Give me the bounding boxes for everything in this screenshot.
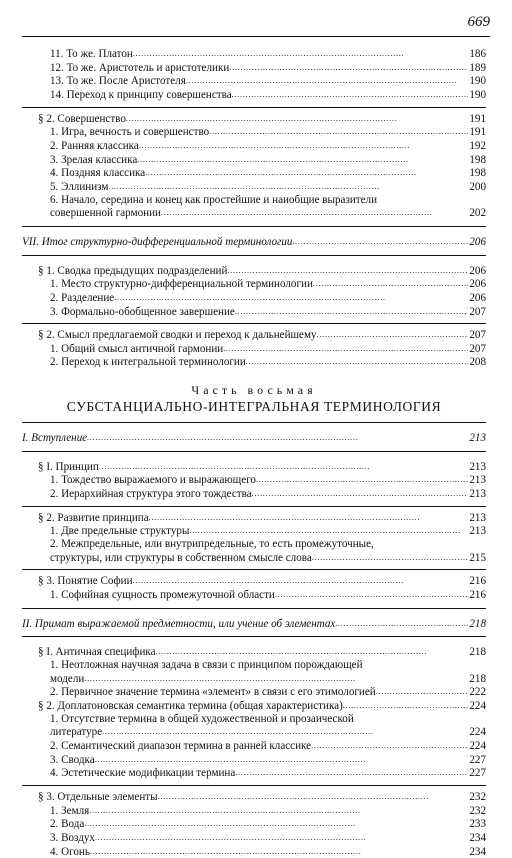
toc-entry [22, 574, 486, 588]
dot-leader [133, 47, 469, 61]
dot-leader [114, 291, 468, 305]
dot-leader [84, 817, 468, 831]
toc-entry-label: 1. Тождество выражаемого и выражающего [50, 474, 256, 487]
dot-leader [95, 753, 469, 767]
toc-entry [22, 305, 486, 319]
divider [22, 451, 486, 452]
divider [22, 785, 486, 786]
toc-entry-page: 216 [469, 589, 486, 602]
toc-entry [22, 61, 486, 75]
toc-entry-page: 190 [469, 75, 486, 88]
divider [22, 323, 486, 324]
toc-entry-page: 191 [469, 126, 486, 139]
part-title: СУБСТАНЦИАЛЬНО-ИНТЕГРАЛЬНАЯ ТЕРМИНОЛОГИЯ [66, 399, 442, 415]
toc-entry-label: § 2. Смысл предлагаемой сводки и переход к дальнейшему [38, 329, 317, 342]
toc-entry-page: 190 [469, 88, 486, 101]
toc-entry-page: 216 [469, 575, 486, 588]
chapter-entry: I. Вступление . . . 213 [22, 431, 486, 445]
dot-leader [235, 305, 469, 319]
toc-entry-label: 3. Зрелая классика [50, 153, 138, 166]
toc-entry-label: 14. Переход к принципу совершенства [50, 88, 232, 101]
toc-entry-line: 2. Межпредельные, или внутрипредельные, то есть промежуточные, [50, 538, 374, 551]
dot-leader [317, 328, 469, 342]
toc-block [22, 264, 486, 319]
toc-entry-page: 207 [469, 305, 486, 318]
toc-entry-label: § 1. Сводка предыдущих подразделений [38, 264, 228, 277]
toc-entry [22, 342, 486, 356]
toc-entry [22, 524, 486, 538]
toc-entry-page: 218 [469, 646, 486, 659]
toc-entry-page: 206 [469, 278, 486, 291]
toc-entry-page: 234 [469, 831, 486, 844]
dot-leader [313, 277, 468, 291]
toc-entry [22, 460, 486, 474]
part-heading [22, 383, 486, 416]
toc-entry-page: 207 [469, 329, 486, 342]
dot-leader [186, 74, 469, 88]
toc-entry-page: 232 [469, 790, 486, 803]
dot-leader [229, 61, 468, 75]
toc-entry [22, 112, 486, 126]
toc-entry [22, 817, 486, 831]
dot-leader [89, 804, 468, 818]
toc-entry-wrapped: 1. Неотложная научная задача в связи с принципом порождающей модели . . . 218 [22, 659, 486, 685]
toc-entry-page: 233 [469, 818, 486, 831]
dot-leader [209, 125, 468, 139]
dot-leader [139, 139, 469, 153]
toc-block [22, 790, 486, 858]
toc-entry [22, 685, 486, 699]
toc-entry-label: 12. То же. Аристотель и аристотелики [50, 61, 230, 74]
divider [22, 226, 486, 227]
toc-entry [22, 804, 486, 818]
toc-entry-page: 213 [469, 460, 486, 473]
toc-entry-label: 2. Семантический диапазон термина в ранней классике [50, 739, 312, 752]
toc-entry-label: § I. Принцип [38, 460, 99, 473]
toc-entry [22, 699, 486, 713]
toc-entry-label: 2. Разделение [50, 291, 115, 304]
toc-entry-page: 213 [469, 511, 486, 524]
toc-block [22, 460, 486, 501]
toc-entry-page: 198 [469, 167, 486, 180]
dot-leader [95, 831, 468, 845]
toc-entry [22, 845, 486, 858]
toc-entry-page: 207 [469, 342, 486, 355]
toc-entry [22, 831, 486, 845]
toc-entry-label: 11. То же. Платон [50, 48, 133, 60]
chapter-entry: II. Примат выражаемой предметности, или учение об элементах . . . 218 [22, 617, 486, 631]
toc-block [22, 511, 486, 538]
toc-entry-label: 1. Место структурно-дифференциальной терминологии [50, 278, 313, 291]
dot-leader [108, 180, 468, 194]
toc-entry [22, 645, 486, 659]
toc-entry [22, 47, 486, 61]
toc-entry-page: 224 [469, 699, 486, 712]
dot-leader [256, 473, 468, 487]
toc-entry [22, 180, 486, 194]
toc-entry-label: 1. Софийная сущность промежуточной области [50, 589, 275, 602]
toc-entry-label: § 3. Понятие Софии [38, 575, 133, 588]
toc-entry-page: 206 [469, 291, 486, 304]
divider [22, 506, 486, 507]
toc-entry [22, 790, 486, 804]
table-of-contents [22, 47, 486, 858]
toc-entry [22, 125, 486, 139]
toc-entry-label: 1. Земля [50, 804, 90, 817]
page-number: 669 [467, 14, 490, 30]
divider [22, 608, 486, 609]
toc-entry-page: 222 [469, 686, 486, 699]
toc-entry-label: § 2. Доплатоновская семантика термина (общая характеристика) [38, 699, 343, 712]
chapter-entry: VII. Итог структурно-дифференциальной терминологии . . . 206 [22, 235, 486, 249]
toc-entry-label: 4. Поздняя классика [50, 167, 146, 180]
toc-entry-line: 6. Начало, середина и конец как простейшие и наиобщие выразители [50, 193, 378, 206]
dot-leader [376, 685, 469, 699]
toc-block [22, 645, 486, 659]
divider [22, 255, 486, 256]
dot-leader [235, 766, 468, 780]
dot-leader [90, 845, 468, 858]
toc-block [22, 328, 486, 369]
dot-leader [126, 112, 468, 126]
dot-leader [246, 355, 469, 369]
toc-entry-label: § 3. Отдельные элементы [38, 790, 158, 803]
toc-entry-label: 2. Переход к интегральной терминологии [50, 356, 246, 369]
toc-entry-wrapped: 1. Отсутствие термина в общей художественной и прозаической литературе . . . 224 [22, 713, 486, 739]
toc-block [22, 685, 486, 712]
header-rule [22, 36, 490, 37]
dot-leader [99, 460, 469, 474]
toc-entry [22, 291, 486, 305]
dot-leader [156, 645, 469, 659]
toc-block [22, 47, 486, 102]
toc-entry-wrapped: 2. Межпредельные, или внутрипредельные, то есть промежуточные, структуры, или структуры в собственном смысле слова . . . 215 [22, 538, 486, 564]
toc-entry [22, 139, 486, 153]
toc-entry-label: 3. Сводка [50, 753, 95, 766]
toc-entry [22, 328, 486, 342]
toc-entry-label: 2. Первичное значение термина «элемент» в связи с его этимологией [50, 686, 376, 699]
dot-leader [223, 342, 468, 356]
dot-leader [145, 166, 468, 180]
dot-leader [252, 487, 469, 501]
toc-entry-page: 198 [469, 153, 486, 166]
toc-entry-page: 186 [469, 48, 486, 60]
divider [22, 422, 486, 423]
divider [22, 107, 486, 108]
toc-entry-label: 5. Эллинизм [50, 180, 109, 193]
toc-entry [22, 166, 486, 180]
toc-entry [22, 473, 486, 487]
divider [22, 569, 486, 570]
toc-entry [22, 277, 486, 291]
toc-entry-page: 232 [469, 804, 486, 817]
toc-entry [22, 355, 486, 369]
toc-entry-page: 224 [469, 739, 486, 752]
toc-entry [22, 153, 486, 167]
divider [22, 636, 486, 637]
toc-block [22, 739, 486, 780]
toc-entry-page: 227 [469, 753, 486, 766]
toc-block [22, 112, 486, 194]
toc-entry-label: 4. Эстетические модификации термина [50, 767, 236, 780]
toc-entry [22, 739, 486, 753]
toc-entry [22, 487, 486, 501]
dot-leader [343, 699, 469, 713]
toc-entry-page: 192 [469, 139, 486, 152]
toc-entry-line: 1. Отсутствие термина в общей художественной и прозаической [50, 712, 354, 725]
toc-entry-page: 208 [469, 356, 486, 369]
dot-leader [227, 264, 468, 278]
toc-entry-page: 213 [469, 525, 486, 538]
dot-leader [133, 574, 469, 588]
toc-entry [22, 753, 486, 767]
dot-leader [311, 739, 468, 753]
dot-leader [275, 588, 468, 602]
toc-entry-page: 189 [469, 61, 486, 74]
toc-entry-label: 13. То же. После Аристотеля [50, 75, 186, 88]
toc-entry-label: 2. Ранняя классика [50, 139, 139, 152]
part-number: Часть восьмая [191, 383, 317, 398]
toc-entry-page: 213 [469, 488, 486, 501]
toc-entry-page: 234 [469, 845, 486, 858]
toc-entry-label: 2. Иерархийная структура этого тождества [50, 488, 252, 501]
toc-entry-label: 1. Две предельные структуры [50, 525, 190, 538]
toc-block [22, 574, 486, 601]
toc-entry-label: 1. Общий смысл античной гармонии [50, 342, 224, 355]
dot-leader [137, 153, 468, 167]
toc-entry [22, 588, 486, 602]
toc-entry-label: § 2. Совершенство [38, 112, 126, 125]
toc-entry [22, 511, 486, 525]
toc-entry-page: 191 [469, 112, 486, 125]
toc-entry-label: § 2. Развитие принципа [38, 511, 149, 524]
dot-leader [189, 524, 468, 538]
dot-leader [232, 88, 469, 102]
toc-entry-page: 227 [469, 767, 486, 780]
toc-entry-label: § I. Античная специфика [38, 646, 156, 659]
toc-entry-page: 200 [469, 180, 486, 193]
toc-entry-wrapped: 6. Начало, середина и конец как простейшие и наиобщие выразители совершенной гармонии . . . 202 [22, 194, 486, 220]
dot-leader [158, 790, 469, 804]
toc-entry-page: 213 [469, 474, 486, 487]
toc-entry-page: 206 [469, 264, 486, 277]
toc-entry-label: 2. Вода [50, 818, 85, 831]
toc-entry-line: 1. Неотложная научная задача в связи с принципом порождающей [50, 659, 363, 671]
toc-entry [22, 766, 486, 780]
toc-entry-label: 3. Формально-обобщенное завершение [50, 305, 235, 318]
toc-entry-label: 4. Огонь [50, 845, 90, 858]
toc-entry [22, 74, 486, 88]
toc-entry-label: 3. Воздух [50, 831, 95, 844]
toc-entry-label: 1. Игра, вечность и совершенство [50, 126, 210, 139]
toc-entry [22, 88, 486, 102]
toc-entry [22, 264, 486, 278]
dot-leader [149, 511, 469, 525]
